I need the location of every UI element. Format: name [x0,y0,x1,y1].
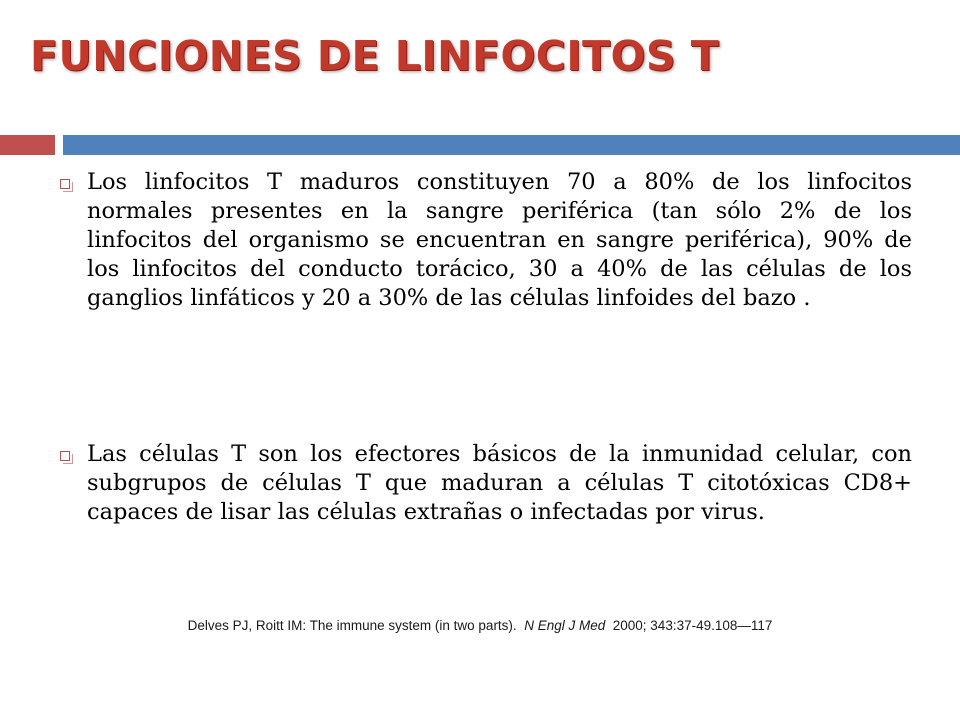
bullet-item [60,440,912,527]
citation-details: 2000; 343:37-49.108—117 [612,618,773,633]
citation-journal: N Engl J Med [524,618,606,633]
citation [0,618,960,633]
square-bullet-icon [60,179,70,189]
slide-title: FUNCIONES DE LINFOCITOS T [30,32,720,80]
bullet-text: Las células T son los efectores básicos de la inmunidad celular, con subgrupos de células T que maduran a células T citotóxicas CD8+ capaces de lisar las células extrañas o infectadas por virus. [87,441,912,525]
accent-bar-blue [63,135,960,155]
square-bullet-icon [60,451,70,461]
citation-authors: Delves PJ, Roitt IM: The immune system (in two parts). [187,618,517,633]
bullet-text: Los linfocitos T maduros constituyen 70 a 80% de los linfocitos normales presentes en la sangre periférica (tan sólo 2% de los linfocitos del organismo se encuentran en sangre periférica), 90% de los linfocitos del conducto torácico, 30 a 40% de las células de los ganglios linfáticos y 20 a 30% de las células linfoides del bazo . [87,169,912,311]
bullet-item [60,168,912,313]
accent-bar-red [0,135,55,155]
